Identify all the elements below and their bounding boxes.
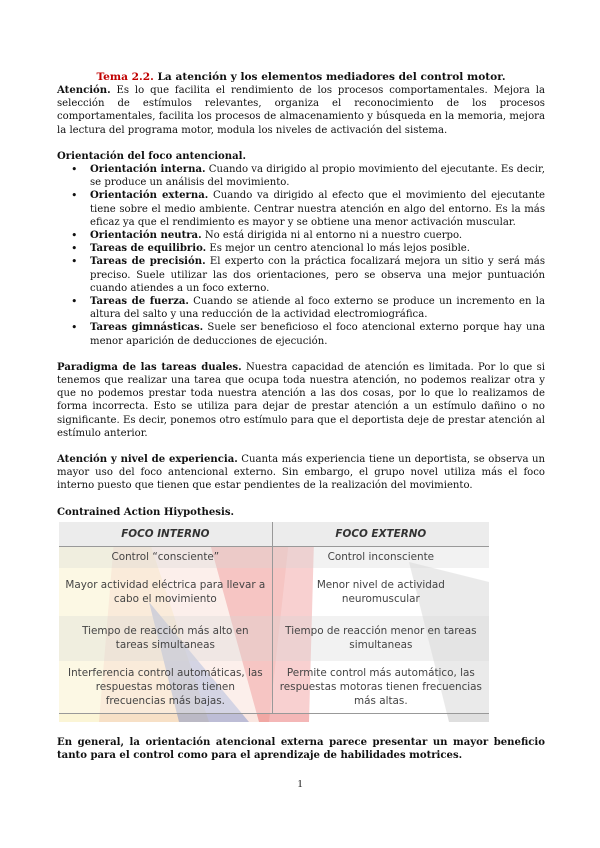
comparison-table-figure bbox=[59, 522, 489, 714]
table-row bbox=[59, 616, 489, 661]
atencion-text: Es lo que facilita el rendimiento de los procesos comportamentales. Mejora la selección de estímulos relevantes, organiza el reconocimiento de los procesos comportamentales, facilita los procesos de almacenamiento y búsqueda en la memoria, mejora la lectura del programa motor, modula los niveles de activación del sistema. bbox=[57, 85, 545, 136]
title-number: Tema 2.2. bbox=[96, 71, 154, 83]
list-item bbox=[90, 242, 545, 255]
list-item bbox=[90, 163, 545, 189]
atencion-label: Atención. bbox=[57, 85, 111, 96]
table-row bbox=[59, 661, 489, 714]
paradigma-paragraph bbox=[57, 361, 545, 440]
conclusion-paragraph: En general, la orientación atencional externa parece presentar un mayor beneficio tanto para el control como para el aprendizaje de habilidades motrices. bbox=[57, 736, 545, 762]
document-page bbox=[57, 70, 545, 762]
table-cell: Permite control más automático, las respuestas motoras tienen frecuencias más altas. bbox=[272, 661, 489, 714]
table-cell: Menor nivel de actividad neuromuscular bbox=[272, 568, 489, 616]
table-heading: Contrained Action Hiypothesis. bbox=[57, 506, 235, 518]
comparison-table bbox=[59, 522, 489, 714]
table-header-externo: FOCO EXTERNO bbox=[272, 522, 489, 547]
table-cell: Control “consciente” bbox=[59, 546, 272, 568]
item-text: Es mejor un centro atencional lo más lejos posible. bbox=[206, 243, 470, 255]
page-number: 1 bbox=[297, 778, 303, 790]
item-label: Orientación interna. bbox=[90, 164, 206, 176]
item-text: Cuando se atiende al foco externo se produce un incremento en la altura del salto y una reducción de la actividad electromiográfica. bbox=[90, 296, 545, 321]
list-item bbox=[90, 255, 545, 295]
item-label: Tareas de precisión. bbox=[90, 256, 206, 268]
item-text: Cuando va dirigido al efecto que el movimiento del ejecutante tiene sobre el medio ambiente. Centrar nuestra atención en algo del entorno. Es la más eficaz ya que el rendimiento es mayor y se obtiene una menor activación muscular. bbox=[90, 190, 545, 228]
item-text: Suele ser beneficioso el foco atencional externo porque hay una menor aparición de deducciones de ejecución. bbox=[90, 322, 545, 347]
list-item bbox=[90, 321, 545, 347]
experiencia-label: Atención y nivel de experiencia. bbox=[57, 454, 238, 466]
table-cell: Mayor actividad eléctrica para llevar a cabo el movimiento bbox=[59, 568, 272, 616]
item-text: Cuando va dirigido al propio movimiento del ejecutante. Es decir, se produce un análisis del movimiento. bbox=[90, 164, 545, 189]
paradigma-text: Nuestra capacidad de atención es limitada. Por lo que si tenemos que realizar una tarea que ocupa toda nuestra atención, no podemos realizar otra y que no podemos prestar toda nuestra atención a las dos cosas, por lo que lo realizamos de forma incorrecta. Esto se utiliza para dejar de prestar atención a un estímulo dañino o no significante. Es decir, ponemos otro estímulo para que el deportista deje de prestar atención al estímulo anterior. bbox=[57, 361, 545, 439]
list-item bbox=[90, 295, 545, 321]
table-cell: Control inconsciente bbox=[272, 546, 489, 568]
item-label: Tareas de equilibrio. bbox=[90, 243, 207, 255]
table-cell: Interferencia control automáticas, las respuestas motoras tienen frecuencias más bajas. bbox=[59, 661, 272, 714]
table-cell: Tiempo de reacción menor en tareas simultaneas bbox=[272, 616, 489, 661]
table-header-interno: FOCO INTERNO bbox=[59, 522, 272, 547]
item-label: Tareas gimnásticas. bbox=[90, 322, 204, 334]
orientacion-heading: Orientación del foco antencional. bbox=[57, 150, 247, 162]
experiencia-paragraph bbox=[57, 453, 545, 493]
item-text: El experto con la práctica focalizará mejora un sitio y será más preciso. Suele utilizar las dos orientaciones, pero se observa una mejor puntuación cuando atiendes a un foco externo. bbox=[90, 256, 546, 294]
experiencia-text: Cuanta más experiencia tiene un deportista, se observa un mayor uso del foco antencional externo. Sin embargo, el grupo novel utiliza más el foco interno puesto que tienen que estar pendientes de la realización del movimiento. bbox=[57, 454, 545, 492]
item-label: Orientación externa. bbox=[90, 190, 209, 202]
item-label: Orientación neutra. bbox=[90, 230, 202, 242]
page-title bbox=[57, 70, 545, 84]
table-row bbox=[59, 546, 489, 568]
atencion-paragraph bbox=[57, 84, 545, 137]
list-item bbox=[90, 189, 545, 229]
table-row bbox=[59, 568, 489, 616]
paradigma-label: Paradigma de las tareas duales. bbox=[57, 361, 242, 373]
item-text: No está dirigida ni al entorno ni a nuestro cuerpo. bbox=[201, 230, 463, 242]
list-item bbox=[90, 229, 545, 242]
table-cell: Tiempo de reacción más alto en tareas simultaneas bbox=[59, 616, 272, 661]
item-label: Tareas de fuerza. bbox=[90, 296, 189, 308]
orientacion-list bbox=[57, 163, 545, 348]
title-text: La atención y los elementos mediadores del control motor. bbox=[153, 71, 506, 83]
